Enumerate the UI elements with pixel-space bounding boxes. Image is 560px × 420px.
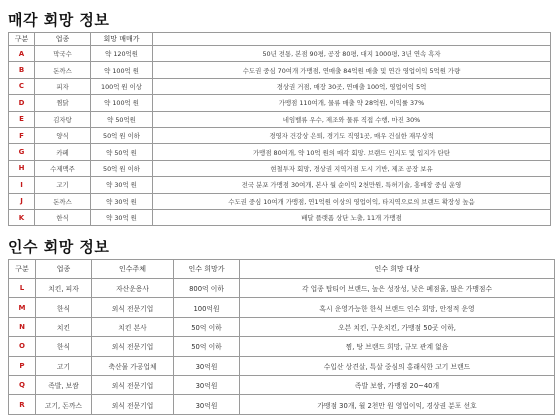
- row-price: 50억 원 이하: [91, 127, 153, 143]
- table-row: [9, 78, 551, 94]
- row-buyer: 축산물 가공업체: [92, 356, 174, 375]
- buy-section-title: 인수 회망 정보: [8, 238, 110, 256]
- row-industry: 치킨, 피자: [36, 279, 92, 298]
- header-desired-price: 회망 매매가: [91, 33, 153, 46]
- row-price: 약 50억원: [91, 111, 153, 127]
- header-buyer: 인수주체: [92, 260, 174, 279]
- row-target: 족발 보쌈, 가맹점 20~40개: [240, 375, 555, 394]
- table-row: [9, 46, 551, 62]
- header-details: [153, 33, 551, 46]
- table-row: [9, 144, 551, 160]
- row-industry: 한식: [36, 298, 92, 317]
- row-price: 약 50억 원: [91, 144, 153, 160]
- table-row: [9, 62, 551, 78]
- row-target: 수입산 상견살, 특살 중심의 홍래식한 고기 브랜드: [240, 356, 555, 375]
- table-row: [9, 317, 555, 336]
- header-industry: 업종: [36, 260, 92, 279]
- table-row: [9, 193, 551, 209]
- row-industry: 한식: [36, 337, 92, 356]
- row-price: 30억원: [174, 395, 240, 414]
- row-buyer: 외식 전문기업: [92, 395, 174, 414]
- row-code: D: [9, 95, 35, 111]
- row-code: A: [9, 46, 35, 62]
- row-details: 가맹점 80여개, 약 10억 원의 매각 회망. 브랜드 인지도 및 입지가 탄탄: [153, 144, 551, 160]
- row-industry: 고기: [35, 177, 91, 193]
- row-buyer: 외식 전문기업: [92, 298, 174, 317]
- row-code: O: [9, 337, 36, 356]
- row-industry: 족발, 보쌈: [36, 375, 92, 394]
- row-details: 전국 분포 가맹점 30여개, 본사 월 순이익 2천만원, 특허기술, 홍매장 중심 운영: [153, 177, 551, 193]
- row-price: 100억원: [174, 298, 240, 317]
- row-target: 오븐 치킨, 구운치킨, 가맹점 50곳 이하,: [240, 317, 555, 336]
- table-row: [9, 160, 551, 176]
- row-price: 800억 이하: [174, 279, 240, 298]
- row-buyer: 자산운용사: [92, 279, 174, 298]
- row-code: B: [9, 62, 35, 78]
- row-price: 약 100억 원: [91, 62, 153, 78]
- table-row: [9, 337, 555, 356]
- table-row: [9, 298, 555, 317]
- row-code: C: [9, 78, 35, 94]
- row-code: K: [9, 209, 35, 225]
- table-row: [9, 209, 551, 225]
- row-target: 혹시 운영가능한 한식 브랜드 인수 회망, 안정적 운영: [240, 298, 555, 317]
- row-details: 현철투자 회망, 경상권 지역거점 도시 기반, 제조 공장 보유: [153, 160, 551, 176]
- row-buyer: 외식 전문기업: [92, 337, 174, 356]
- table-row: [9, 356, 555, 375]
- row-price: 30억원: [174, 356, 240, 375]
- row-price: 50억 원 이하: [91, 160, 153, 176]
- row-details: 가맹점 110여개, 물류 매출 약 28억원, 이익률 37%: [153, 95, 551, 111]
- table-row: [9, 95, 551, 111]
- row-price: 50억 이하: [174, 317, 240, 336]
- row-code: M: [9, 298, 36, 317]
- table-row: [9, 375, 555, 394]
- row-code: J: [9, 193, 35, 209]
- row-industry: 양식: [35, 127, 91, 143]
- row-target: 찜, 탕 브랜드 희망, 규모 관계 없음: [240, 337, 555, 356]
- row-target: 가맹점 30개, 월 2천만 원 영업이익, 경상권 분포 선호: [240, 395, 555, 414]
- table-row: [9, 177, 551, 193]
- row-code: E: [9, 111, 35, 127]
- row-price: 100억 원 이상: [91, 78, 153, 94]
- row-price: 약 120억원: [91, 46, 153, 62]
- header-desired-price: 인수 희망가: [174, 260, 240, 279]
- table-row: [9, 111, 551, 127]
- row-price: 약 30억 원: [91, 193, 153, 209]
- row-code: L: [9, 279, 36, 298]
- row-industry: 돈까스: [35, 193, 91, 209]
- row-industry: 고기: [36, 356, 92, 375]
- row-industry: 치킨: [36, 317, 92, 336]
- row-code: N: [9, 317, 36, 336]
- row-details: 경상권 거점, 매장 30곳, 연매출 100억, 영업이익 5억: [153, 78, 551, 94]
- sell-section-title: 매각 회망 정보: [8, 11, 110, 29]
- row-industry: 고기, 돈까스: [36, 395, 92, 414]
- row-details: 수도권 중심 10여개 가맹점, 연1억원 이상의 영업이익, 타지역으로의 브랜드 확장성 높음: [153, 193, 551, 209]
- table-row: [9, 127, 551, 143]
- row-price: 약 30억 원: [91, 209, 153, 225]
- row-buyer: 치킨 본사: [92, 317, 174, 336]
- row-price: 약 30억 원: [91, 177, 153, 193]
- row-code: I: [9, 177, 35, 193]
- row-code: G: [9, 144, 35, 160]
- table-row: [9, 395, 555, 414]
- table-row: [9, 279, 555, 298]
- header-category-code: 구분: [9, 260, 36, 279]
- row-price: 50억 이하: [174, 337, 240, 356]
- row-code: P: [9, 356, 36, 375]
- row-details: 네임벨류 우수, 제조와 물류 직접 수행, 마진 30%: [153, 111, 551, 127]
- row-industry: 피자: [35, 78, 91, 94]
- row-details: 수도권 중심 70여개 가맹점, 연매출 84억원 매출 및 연간 영업이익 5억원 가량: [153, 62, 551, 78]
- row-industry: 찜닭: [35, 95, 91, 111]
- header-category-code: 구분: [9, 33, 35, 46]
- row-price: 30억원: [174, 375, 240, 394]
- row-code: F: [9, 127, 35, 143]
- sell-table-header: [9, 33, 551, 46]
- buy-table: [8, 259, 555, 415]
- header-target: 인수 희망 대상: [240, 260, 555, 279]
- row-details: 배달 플랫폼 상단 노출, 11개 가맹점: [153, 209, 551, 225]
- row-buyer: 외식 전문기업: [92, 375, 174, 394]
- row-code: H: [9, 160, 35, 176]
- row-target: 각 업종 탑티어 브랜드, 높은 성장성, 낮은 폐점율, 많은 가맹점수: [240, 279, 555, 298]
- row-industry: 김자탕: [35, 111, 91, 127]
- row-details: 50년 전통, 본점 90평, 공장 80평, 대지 1000평, 3년 연속 흑자: [153, 46, 551, 62]
- row-industry: 한식: [35, 209, 91, 225]
- sell-table: [8, 32, 551, 226]
- row-code: Q: [9, 375, 36, 394]
- row-industry: 돈까스: [35, 62, 91, 78]
- row-details: 경영자 건강상 은퇴, 경기도 직영1곳, 매우 건실한 재무상적: [153, 127, 551, 143]
- row-industry: 수제맥주: [35, 160, 91, 176]
- row-code: R: [9, 395, 36, 414]
- row-industry: 막국수: [35, 46, 91, 62]
- header-industry: 업종: [35, 33, 91, 46]
- row-industry: 카페: [35, 144, 91, 160]
- buy-table-header: [9, 260, 555, 279]
- row-price: 약 100억 원: [91, 95, 153, 111]
